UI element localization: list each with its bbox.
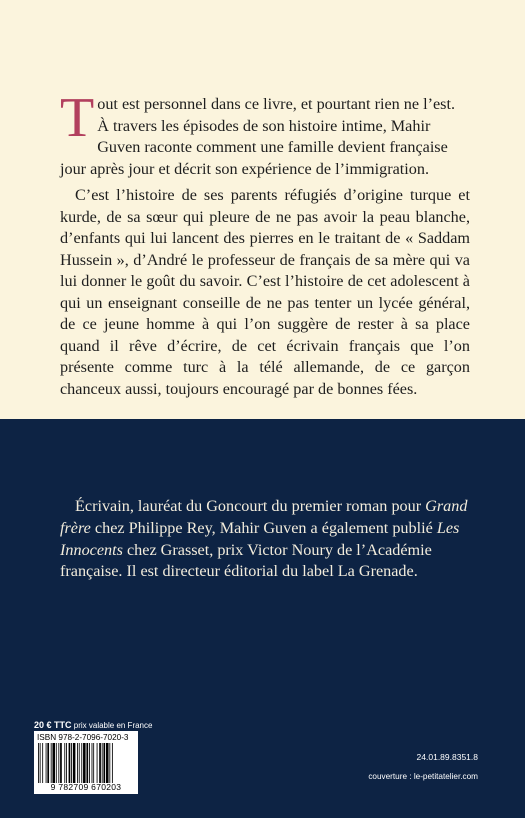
barcode-bar — [102, 743, 103, 783]
book-title-grand-frere: Grand frère — [60, 497, 468, 537]
barcode-bar — [69, 743, 71, 783]
barcode-bar — [51, 743, 52, 783]
barcode-bar — [81, 743, 82, 783]
barcode-bar — [64, 743, 65, 783]
barcode-bar — [52, 743, 55, 783]
barcode-bar — [73, 743, 76, 783]
barcode-bar — [86, 743, 88, 783]
barcode-bar — [56, 743, 57, 783]
barcode-bar — [79, 743, 80, 783]
drop-cap: T — [60, 87, 95, 149]
barcode-bar — [99, 743, 101, 783]
barcode-bar — [40, 743, 41, 783]
barcode-bars — [37, 743, 135, 783]
intro-paragraph — [60, 87, 470, 180]
barcode-bar — [77, 743, 78, 783]
intro-text: out est personnel dans ce livre, et pourtant rien ne l’est. À travers les épisodes de son histoire intime, Mahir Guven raconte comment une famille devient française jour après jour et décrit son expérience de l’immigration. — [60, 95, 456, 178]
summary-paragraph: C’est l’histoire de ses parents réfugiés d’origine turque et kurde, de sa sœur qui pleure de ne pas avoir la peau blanche, d’enfants qui lui lancent des pierres en le traitant de « Saddam Hussein », d’André le professeur de français de sa mère qui va lui donner le goût du savoir. C’est l’histoire de cet adolescent à qui un enseignant conseille de ne pas tenter un lycée général, de ce jeune homme à qui l’on suggère de rester à sa place quand il rêve d’écrire, de cet écrivain français que l’on présente comme turc à la télé allemande, de ce garçon chanceux aussi, toujours encouragé par de bonnes fées. — [60, 186, 470, 398]
book-title-les-innocents: Les Innocents — [60, 518, 460, 559]
barcode-bar — [46, 743, 47, 783]
barcode-bar — [58, 743, 59, 783]
barcode-block — [34, 720, 153, 796]
cover-credit: couverture : le-petitatelier.com — [368, 772, 478, 781]
barcode-bar — [92, 743, 93, 783]
price-note: prix valable en France — [73, 721, 153, 730]
barcode-bar — [97, 743, 98, 783]
barcode-bar — [71, 743, 72, 783]
isbn: ISBN 978-2-7096-7020-3 — [37, 733, 129, 742]
barcode-bar — [93, 743, 94, 783]
barcode-bar — [112, 743, 113, 783]
barcode-bar — [42, 743, 43, 783]
barcode-bar — [66, 743, 67, 783]
barcode-bar — [38, 743, 39, 783]
barcode-card — [34, 731, 138, 794]
barcode-bar — [89, 743, 90, 783]
barcode-bar — [83, 743, 86, 783]
barcode-bar — [47, 743, 49, 783]
barcode-bar — [103, 743, 105, 783]
barcode-bar — [106, 743, 109, 783]
author-bio: Écrivain, lauréat du Goncourt du premier roman pour Grand frère chez Philippe Rey, Mahir Guven a également publié Les Innocents chez Grasset, prix Victor Noury de l’Académie française. Il est directeur éditorial du label La Grenade. — [60, 497, 468, 581]
price: 20 € TTC — [34, 720, 72, 730]
edition-code: 24.01.89.8351.8 — [416, 752, 478, 762]
barcode-bar — [60, 743, 62, 783]
barcode-bar — [109, 743, 110, 783]
barcode-number: 9 782709 670203 — [50, 782, 122, 792]
price-line — [34, 720, 153, 731]
